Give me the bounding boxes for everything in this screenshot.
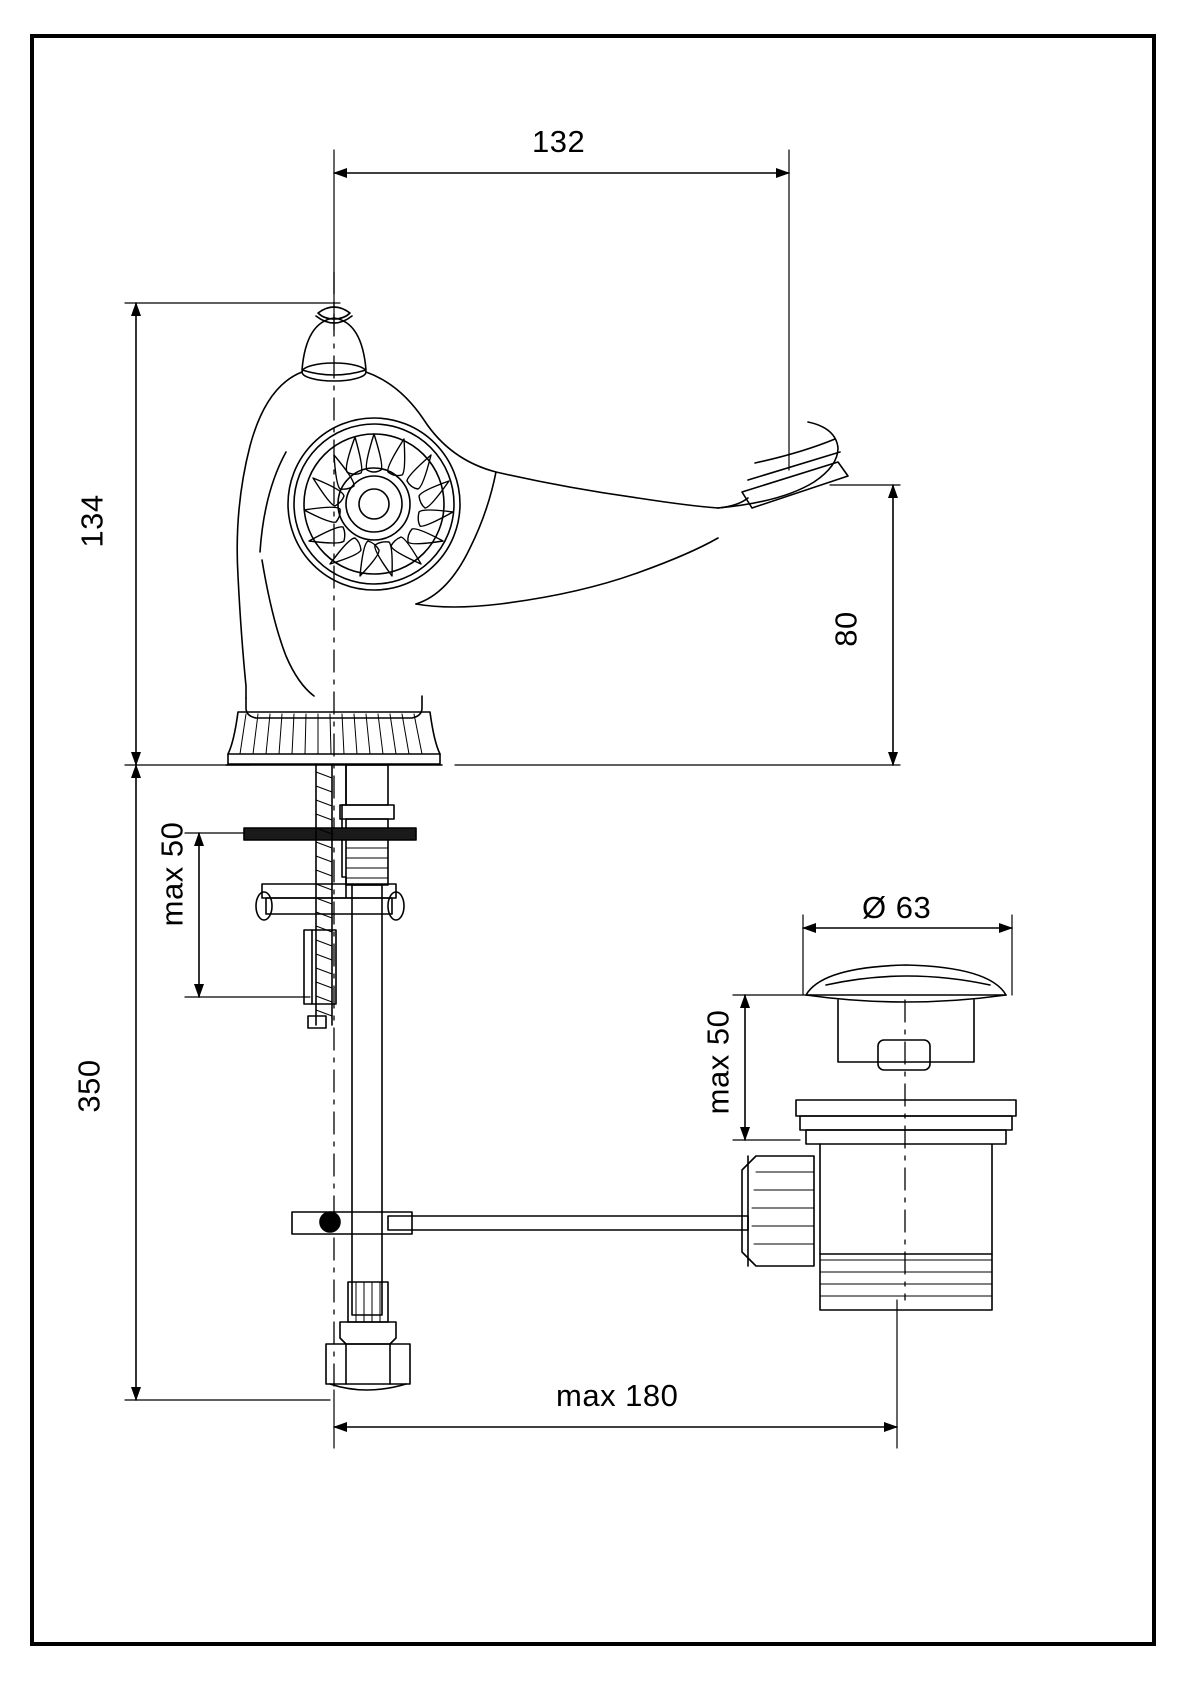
- dim-label-total-length: 350: [71, 1059, 107, 1113]
- dim-label-waste-deck-thickness: max 50: [700, 1009, 736, 1115]
- dim-label-deck-thickness: max 50: [154, 821, 190, 927]
- dim-label-waste-diameter: Ø 63: [862, 890, 932, 925]
- dim-label-rod-length: max 180: [556, 1378, 679, 1413]
- dim-label-spout-reach: 132: [532, 124, 586, 159]
- dim-label-overall-height: 134: [74, 494, 110, 548]
- dim-label-spout-height: 80: [828, 611, 864, 647]
